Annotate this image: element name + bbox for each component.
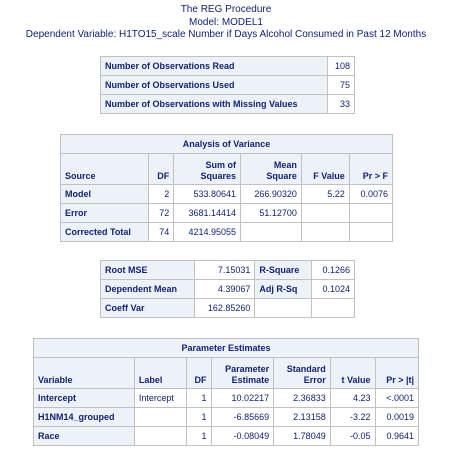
col-header-df: DF <box>149 154 174 185</box>
row-header: H1NM14_grouped <box>34 408 135 427</box>
table-row <box>101 57 355 76</box>
cell <box>312 299 355 318</box>
cell: 162.85260 <box>195 299 255 318</box>
cell <box>134 427 186 446</box>
cell: 51.12700 <box>241 204 302 223</box>
col-header-estimate-line2: Estimate <box>231 375 270 385</box>
cell <box>134 408 186 427</box>
cell: 33 <box>328 95 355 114</box>
table-title-row <box>34 339 419 358</box>
row-header: Model <box>61 185 149 204</box>
anova-title: Analysis of Variance <box>61 135 393 154</box>
observations-table <box>100 56 355 114</box>
anova-table <box>60 134 393 242</box>
cell: 7.15031 <box>195 261 255 280</box>
table-row <box>61 204 393 223</box>
cell: 75 <box>328 76 355 95</box>
row-header: Adj R-Sq <box>255 280 312 299</box>
table-row <box>101 280 355 299</box>
table-row <box>34 408 419 427</box>
col-header-ms-line1: Mean <box>273 160 297 170</box>
cell: 1 <box>186 427 211 446</box>
fit-statistics-table <box>100 260 355 318</box>
row-header: Coeff Var <box>101 299 195 318</box>
cell: 10.02217 <box>211 389 274 408</box>
col-header-estimate-line1: Parameter <box>225 364 270 374</box>
cell: 1 <box>186 389 211 408</box>
params-title: Parameter Estimates <box>34 339 419 358</box>
cell: 533.80641 <box>174 185 241 204</box>
cell: 4214.95055 <box>174 223 241 242</box>
cell: 2.36833 <box>274 389 331 408</box>
cell: 4.39067 <box>195 280 255 299</box>
cell: 0.0019 <box>375 408 418 427</box>
col-header-p: Pr > F <box>349 154 392 185</box>
col-header-ss <box>174 154 241 185</box>
col-header-f: F Value <box>301 154 349 185</box>
col-header-stderr-line2: Error <box>303 375 326 385</box>
table-row <box>101 261 355 280</box>
cell: <.0001 <box>375 389 418 408</box>
cell: 0.9641 <box>375 427 418 446</box>
cell: 108 <box>328 57 355 76</box>
cell <box>301 223 349 242</box>
cell: 1 <box>186 408 211 427</box>
table-row <box>101 95 355 114</box>
cell <box>301 204 349 223</box>
col-header-source: Source <box>61 154 149 185</box>
col-header-variable: Variable <box>34 358 135 389</box>
col-header-ms-line2: Square <box>266 171 297 181</box>
row-header: Error <box>61 204 149 223</box>
cell: 2 <box>149 185 174 204</box>
header-row <box>61 154 393 185</box>
row-header <box>255 299 312 318</box>
row-header: Corrected Total <box>61 223 149 242</box>
table-row <box>101 299 355 318</box>
col-header-ss-line1: Sum of <box>205 160 237 170</box>
table-row <box>61 223 393 242</box>
cell <box>241 223 302 242</box>
row-header: Number of Observations with Missing Values <box>101 95 328 114</box>
cell: 5.22 <box>301 185 349 204</box>
parameter-estimates-table <box>33 338 419 446</box>
cell: 2.13158 <box>274 408 331 427</box>
row-header: R-Square <box>255 261 312 280</box>
cell <box>349 204 392 223</box>
row-header: Number of Observations Used <box>101 76 328 95</box>
row-header: Race <box>34 427 135 446</box>
table-row <box>101 76 355 95</box>
cell <box>349 223 392 242</box>
cell: 74 <box>149 223 174 242</box>
procedure-title: The REG Procedure <box>180 4 272 15</box>
cell: 266.90320 <box>241 185 302 204</box>
cell: -6.85669 <box>211 408 274 427</box>
cell: -0.08049 <box>211 427 274 446</box>
row-header: Dependent Mean <box>101 280 195 299</box>
col-header-estimate <box>211 358 274 389</box>
col-header-stderr <box>274 358 331 389</box>
col-header-ms <box>241 154 302 185</box>
dependent-variable: Dependent Variable: H1TO15_scale Number if Days Alcohol Consumed in Past 12 Months <box>25 29 427 40</box>
table-row <box>34 427 419 446</box>
row-header: Number of Observations Read <box>101 57 328 76</box>
cell: 0.1024 <box>312 280 355 299</box>
cell: 1.78049 <box>274 427 331 446</box>
cell: 72 <box>149 204 174 223</box>
cell: 0.0076 <box>349 185 392 204</box>
table-row <box>61 185 393 204</box>
row-header: Root MSE <box>101 261 195 280</box>
cell: 4.23 <box>330 389 375 408</box>
cell: 3681.14414 <box>174 204 241 223</box>
cell: -0.05 <box>330 427 375 446</box>
col-header-ss-line2: Squares <box>200 171 237 181</box>
model-name: Model: MODEL1 <box>189 16 263 28</box>
row-header: Intercept <box>34 389 135 408</box>
cell: Intercept <box>134 389 186 408</box>
col-header-stderr-line1: Standard <box>286 364 326 374</box>
procedure-header <box>0 4 452 42</box>
col-header-p: Pr > |t| <box>375 358 418 389</box>
header-row <box>34 358 419 389</box>
col-header-t: t Value <box>330 358 375 389</box>
cell: 0.1266 <box>312 261 355 280</box>
cell: -3.22 <box>330 408 375 427</box>
col-header-df: DF <box>186 358 211 389</box>
table-row <box>34 389 419 408</box>
table-title-row <box>61 135 393 154</box>
col-header-label: Label <box>134 358 186 389</box>
